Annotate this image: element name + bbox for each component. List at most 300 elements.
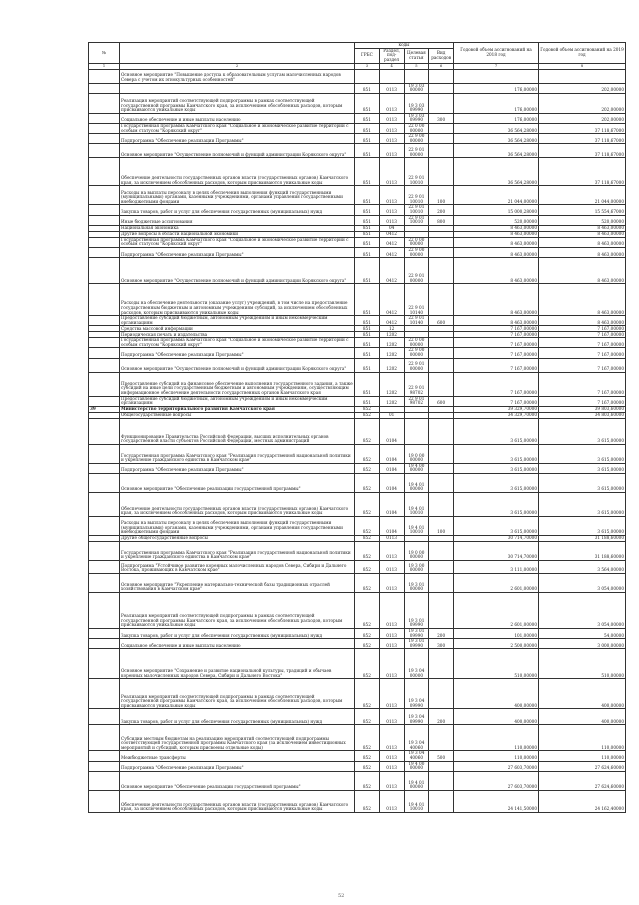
row-number-cell bbox=[89, 574, 120, 593]
table-row bbox=[89, 205, 626, 215]
row-expense-type-cell: 300 bbox=[429, 639, 454, 649]
row-expense-type-cell bbox=[429, 123, 454, 133]
row-section-cell: 0113 bbox=[379, 751, 404, 761]
row-expense-type-cell bbox=[429, 372, 454, 396]
header-section: Раздел, под-раздел bbox=[379, 48, 404, 63]
header-target-article: Целевая статья bbox=[404, 48, 429, 63]
row-expense-type-cell bbox=[429, 463, 454, 473]
row-target-article-cell: 22 9 01 10010 bbox=[404, 215, 429, 225]
table-row bbox=[89, 158, 626, 186]
row-name-cell: Государственная программа Камчатского края "Социальное и экономическое развитие территории с особым статусом "Корякский округ" bbox=[120, 338, 355, 348]
table-row bbox=[89, 247, 626, 257]
row-number-cell bbox=[89, 517, 120, 536]
row-name-cell: Министерство территориального развития Камчатского края bbox=[120, 406, 355, 412]
row-number-cell bbox=[89, 751, 120, 761]
row-target-article-cell: 19 3 03 09990 bbox=[404, 113, 429, 123]
row-grbs-cell: 852 bbox=[355, 709, 380, 725]
row-expense-type-cell bbox=[429, 574, 454, 593]
row-number-cell bbox=[89, 93, 120, 113]
row-target-article-cell: 19 4 01 00000 bbox=[404, 474, 429, 493]
header-volume-2018: Годовой объем ассигнований на 2018 год bbox=[454, 43, 539, 64]
table-row bbox=[89, 574, 626, 593]
row-number-cell bbox=[89, 134, 120, 144]
row-volume-2018-cell: 24 141,50000 bbox=[454, 790, 539, 812]
row-target-article-cell: 19 4 00 00000 bbox=[404, 463, 429, 473]
row-volume-2019-cell: 510,00000 bbox=[539, 649, 626, 679]
row-target-article-cell: 19 3 01 09990 bbox=[404, 639, 429, 649]
row-volume-2019-cell: 34 803,60000 bbox=[539, 412, 626, 418]
row-volume-2018-cell bbox=[454, 69, 539, 83]
row-section-cell: 1202 bbox=[379, 332, 404, 338]
row-name-cell: Обеспечение деятельности государственных органов власти (государственных органов) Камчатского края, за исключением обособленных расходов, которым присваиваются уникальные коды bbox=[120, 493, 355, 517]
row-target-article-cell: 22 9 01 10140 bbox=[404, 316, 429, 326]
row-volume-2019-cell: 7 167,00000 bbox=[539, 358, 626, 372]
row-name-cell: Реализация мероприятий соответствующей подпрограммы в рамках соответствующей государственной программы Камчатского края, за исключением обособленных расходов, которым присваиваются уникальные коды bbox=[120, 593, 355, 629]
row-number-cell bbox=[89, 725, 120, 751]
page-number: 52 bbox=[338, 893, 345, 899]
row-target-article-cell: 22 9 01 10010 bbox=[404, 186, 429, 205]
row-expense-type-cell: 600 bbox=[429, 396, 454, 406]
row-volume-2018-cell: 7 167,00000 bbox=[454, 372, 539, 396]
row-name-cell bbox=[120, 83, 355, 93]
header-codes: коды bbox=[355, 43, 454, 49]
row-name-cell: Иные бюджетные ассигнования bbox=[120, 215, 355, 225]
row-number-cell: 39 bbox=[89, 406, 120, 412]
row-number-cell bbox=[89, 215, 120, 225]
row-expense-type-cell bbox=[429, 649, 454, 679]
row-grbs-cell: 851 bbox=[355, 338, 380, 348]
row-name-cell: Периодическая печать и издательства bbox=[120, 332, 355, 338]
row-section-cell: 1202 bbox=[379, 348, 404, 358]
row-grbs-cell: 851 bbox=[355, 134, 380, 144]
row-volume-2019-cell: 8 463,00000 bbox=[539, 258, 626, 284]
row-section-cell: 0412 bbox=[379, 258, 404, 284]
row-grbs-cell: 852 bbox=[355, 649, 380, 679]
row-volume-2019-cell: 8 463,00000 bbox=[539, 225, 626, 231]
row-expense-type-cell bbox=[429, 679, 454, 709]
row-name-cell: Закупка товаров, работ и услуг для обеспечения государственных (муниципальных) нужд bbox=[120, 709, 355, 725]
row-expense-type-cell: 800 bbox=[429, 215, 454, 225]
row-grbs-cell: 851 bbox=[355, 215, 380, 225]
row-section-cell: 0113 bbox=[379, 123, 404, 133]
row-name-cell: Основное мероприятие "Повышение доступа к образовательным услугам малочисленных народов Севера с учетом их этнокультурных особенностей" bbox=[120, 69, 355, 83]
row-grbs-cell: 851 bbox=[355, 237, 380, 247]
header-col-num: 5 bbox=[404, 63, 429, 69]
row-grbs-cell: 851 bbox=[355, 284, 380, 316]
row-name-cell: Обеспечение деятельности государственных органов власти (государственных органов) Камчатского края, за исключением обособленных расходов, которым присваиваются уникальные коды bbox=[120, 158, 355, 186]
row-volume-2018-cell: 110,00000 bbox=[454, 725, 539, 751]
row-expense-type-cell bbox=[429, 338, 454, 348]
row-target-article-cell: 19 4 00 00000 bbox=[404, 761, 429, 771]
row-volume-2018-cell: 7 167,00000 bbox=[454, 338, 539, 348]
row-section-cell: 0113 bbox=[379, 83, 404, 93]
row-section-cell: 0113 bbox=[379, 771, 404, 790]
row-target-article-cell: 22 9 01 00000 bbox=[404, 358, 429, 372]
row-volume-2019-cell: 39 803,60000 bbox=[539, 406, 626, 412]
header-volume-2019: Годовой объем ассигнований на 2019 год bbox=[539, 43, 626, 64]
row-section-cell: 0113 bbox=[379, 186, 404, 205]
row-target-article-cell: 19 3 03 00000 bbox=[404, 83, 429, 93]
row-grbs-cell: 851 bbox=[355, 326, 380, 332]
row-grbs-cell: 852 bbox=[355, 761, 380, 771]
row-volume-2019-cell: 202,00000 bbox=[539, 93, 626, 113]
row-expense-type-cell: 200 bbox=[429, 709, 454, 725]
table-row bbox=[89, 338, 626, 348]
row-expense-type-cell bbox=[429, 284, 454, 316]
row-section-cell: 0412 bbox=[379, 237, 404, 247]
table-row bbox=[89, 790, 626, 812]
row-name-cell: Основное мероприятие "Обеспечение реализации государственной программы" bbox=[120, 474, 355, 493]
row-expense-type-cell bbox=[429, 725, 454, 751]
row-volume-2019-cell: 31 188,60000 bbox=[539, 542, 626, 561]
row-volume-2018-cell: 7 167,00000 bbox=[454, 326, 539, 332]
row-section-cell: 0113 bbox=[379, 542, 404, 561]
row-volume-2019-cell: 3 615,00000 bbox=[539, 493, 626, 517]
row-name-cell: Основное мероприятие "Осуществление полномочий и функций администрации Корякского округа" bbox=[120, 258, 355, 284]
row-volume-2019-cell: 37 118,67000 bbox=[539, 144, 626, 158]
row-name-cell: Социальное обеспечение и иные выплаты населению bbox=[120, 639, 355, 649]
row-grbs-cell: 852 bbox=[355, 725, 380, 751]
row-section-cell: 01 bbox=[379, 412, 404, 418]
row-volume-2019-cell: 3 054,00000 bbox=[539, 593, 626, 629]
row-volume-2018-cell: 510,00000 bbox=[454, 649, 539, 679]
row-grbs-cell: 851 bbox=[355, 258, 380, 284]
row-grbs-cell: 851 bbox=[355, 205, 380, 215]
row-volume-2018-cell: 8 463,00000 bbox=[454, 225, 539, 231]
document-sheet bbox=[88, 42, 626, 813]
row-number-cell bbox=[89, 629, 120, 639]
row-section-cell: 0113 bbox=[379, 134, 404, 144]
row-grbs-cell: 852 bbox=[355, 639, 380, 649]
row-expense-type-cell bbox=[429, 444, 454, 463]
table-row bbox=[89, 709, 626, 725]
row-target-article-cell bbox=[404, 418, 429, 444]
row-number-cell bbox=[89, 338, 120, 348]
row-volume-2018-cell: 27 603,70000 bbox=[454, 771, 539, 790]
row-grbs-cell: 851 bbox=[355, 332, 380, 338]
row-name-cell: Государственная программа Камчатского края "Социальное и экономическое развитие территории с особым статусом "Корякский округ" bbox=[120, 237, 355, 247]
row-name-cell: Подпрограмма "Обеспечение реализации Программы" bbox=[120, 247, 355, 257]
row-volume-2018-cell: 2 601,00000 bbox=[454, 593, 539, 629]
row-volume-2018-cell: 30 714,70000 bbox=[454, 536, 539, 542]
row-number-cell bbox=[89, 144, 120, 158]
row-grbs-cell: 851 bbox=[355, 316, 380, 326]
row-section-cell: 0104 bbox=[379, 517, 404, 536]
table-row bbox=[89, 123, 626, 133]
row-section-cell: 0113 bbox=[379, 593, 404, 629]
row-target-article-cell: 19 3 03 09990 bbox=[404, 93, 429, 113]
table-row bbox=[89, 418, 626, 444]
row-number-cell bbox=[89, 493, 120, 517]
row-target-article-cell: 19 0 00 00000 bbox=[404, 444, 429, 463]
row-section-cell: 0412 bbox=[379, 316, 404, 326]
row-volume-2019-cell: 110,00000 bbox=[539, 725, 626, 751]
row-section-cell: 0412 bbox=[379, 231, 404, 237]
row-expense-type-cell bbox=[429, 93, 454, 113]
row-grbs-cell: 852 bbox=[355, 444, 380, 463]
row-volume-2018-cell: 520,00000 bbox=[454, 215, 539, 225]
row-target-article-cell: 22 9 01 98702 bbox=[404, 372, 429, 396]
row-expense-type-cell bbox=[429, 247, 454, 257]
table-row bbox=[89, 593, 626, 629]
row-section-cell: 04 bbox=[379, 225, 404, 231]
row-target-article-cell: 22 9 01 10010 bbox=[404, 205, 429, 215]
row-volume-2018-cell: 3 615,00000 bbox=[454, 517, 539, 536]
row-expense-type-cell bbox=[429, 761, 454, 771]
row-target-article-cell: 22 9 01 10010 bbox=[404, 158, 429, 186]
row-volume-2019-cell: 54,00000 bbox=[539, 629, 626, 639]
row-expense-type-cell: 600 bbox=[429, 316, 454, 326]
table-row bbox=[89, 372, 626, 396]
row-grbs-cell: 852 bbox=[355, 493, 380, 517]
row-number-cell bbox=[89, 186, 120, 205]
row-section-cell: 0113 bbox=[379, 725, 404, 751]
row-grbs-cell: 851 bbox=[355, 113, 380, 123]
row-volume-2018-cell: 8 463,00000 bbox=[454, 284, 539, 316]
row-section-cell: 12 bbox=[379, 326, 404, 332]
row-target-article-cell: 22 9 01 10140 bbox=[404, 284, 429, 316]
row-grbs-cell: 852 bbox=[355, 474, 380, 493]
row-grbs-cell: 852 bbox=[355, 629, 380, 639]
table-row bbox=[89, 517, 626, 536]
header-col-num: 1 bbox=[89, 63, 120, 69]
row-volume-2018-cell: 34 329,70000 bbox=[454, 412, 539, 418]
row-volume-2019-cell: 3 000,00000 bbox=[539, 639, 626, 649]
row-name-cell: Предоставление субсидий бюджетным, автономным учреждениям и иным некоммерческим организациям bbox=[120, 396, 355, 406]
row-volume-2019-cell: 400,00000 bbox=[539, 679, 626, 709]
row-name-cell: Национальная экономика bbox=[120, 225, 355, 231]
row-volume-2018-cell: 176,00000 bbox=[454, 93, 539, 113]
row-name-cell: Другие вопросы в области национальной экономики bbox=[120, 231, 355, 237]
row-name-cell: Основное мероприятие "Укрепление материально-технической базы традиционных отраслей хозяйствования в Камчатском крае" bbox=[120, 574, 355, 593]
table-row bbox=[89, 215, 626, 225]
row-number-cell bbox=[89, 639, 120, 649]
row-volume-2018-cell: 27 603,70000 bbox=[454, 761, 539, 771]
row-expense-type-cell bbox=[429, 258, 454, 284]
row-expense-type-cell: 300 bbox=[429, 113, 454, 123]
row-section-cell: 0113 bbox=[379, 144, 404, 158]
row-number-cell bbox=[89, 113, 120, 123]
row-volume-2019-cell: 7 167,00000 bbox=[539, 338, 626, 348]
row-target-article-cell: 19 3 01 09990 bbox=[404, 629, 429, 639]
row-grbs-cell: 852 bbox=[355, 679, 380, 709]
row-section-cell: 0113 bbox=[379, 761, 404, 771]
row-volume-2019-cell: 7 167,00000 bbox=[539, 372, 626, 396]
row-expense-type-cell: 100 bbox=[429, 186, 454, 205]
table-row bbox=[89, 629, 626, 639]
row-expense-type-cell bbox=[429, 237, 454, 247]
row-target-article-cell: 19 4 01 10010 bbox=[404, 493, 429, 517]
row-name-cell: Закупка товаров, работ и услуг для обеспечения государственных (муниципальных) нужд bbox=[120, 205, 355, 215]
row-volume-2019-cell: 24 162,40000 bbox=[539, 790, 626, 812]
row-expense-type-cell bbox=[429, 134, 454, 144]
row-number-cell bbox=[89, 709, 120, 725]
row-number-cell bbox=[89, 444, 120, 463]
row-section-cell: 0113 bbox=[379, 679, 404, 709]
row-name-cell: Подпрограмма "Устойчивое развитие коренных малочисленных народов Севера, Сибири и Дальнего Востока, проживающих в Камчатском крае" bbox=[120, 561, 355, 574]
table-row bbox=[89, 237, 626, 247]
row-volume-2018-cell: 3 615,00000 bbox=[454, 493, 539, 517]
row-grbs-cell: 852 bbox=[355, 418, 380, 444]
row-name-cell: Реализация мероприятий соответствующей подпрограммы в рамках соответствующей государственной программы Камчатского края, за исключением обособленных расходов, которым присваиваются уникальные коды bbox=[120, 679, 355, 709]
row-grbs-cell: 851 bbox=[355, 144, 380, 158]
table-row bbox=[89, 771, 626, 790]
row-grbs-cell: 851 bbox=[355, 123, 380, 133]
row-expense-type-cell bbox=[429, 542, 454, 561]
row-name-cell: Подпрограмма "Обеспечение реализации Программы" bbox=[120, 348, 355, 358]
row-number-cell bbox=[89, 316, 120, 326]
row-volume-2019-cell: 8 463,00000 bbox=[539, 231, 626, 237]
table-row bbox=[89, 444, 626, 463]
row-number-cell bbox=[89, 771, 120, 790]
row-expense-type-cell bbox=[429, 69, 454, 83]
row-expense-type-cell bbox=[429, 158, 454, 186]
row-grbs-cell: 852 bbox=[355, 771, 380, 790]
row-target-article-cell: 19 0 00 00000 bbox=[404, 542, 429, 561]
row-grbs-cell: 851 bbox=[355, 358, 380, 372]
row-volume-2019-cell: 110,00000 bbox=[539, 751, 626, 761]
row-volume-2019-cell: 7 167,00000 bbox=[539, 348, 626, 358]
row-target-article-cell: 19 3 04 00000 bbox=[404, 649, 429, 679]
row-section-cell: 0104 bbox=[379, 474, 404, 493]
row-name-cell: Расходы на выплаты персоналу в целях обеспечения выполнения функций государственными (муниципальными) органами, казенными учреждениями, органами управления государственными внебюджетными фондами bbox=[120, 186, 355, 205]
row-volume-2018-cell: 7 167,00000 bbox=[454, 358, 539, 372]
row-section-cell: 0113 bbox=[379, 536, 404, 542]
row-target-article-cell: 19 3 04 40060 bbox=[404, 725, 429, 751]
header-col-num: 7 bbox=[454, 63, 539, 69]
row-name-cell: Предоставление субсидий на финансовое обеспечение выполнения государственного задания, а также субсидий на иные цели государственным бюджетным и автономным учреждениям, осуществляющим информационное обеспечение деятельности государственных органов Камчатского края bbox=[120, 372, 355, 396]
row-section-cell: 0113 bbox=[379, 639, 404, 649]
row-number-cell bbox=[89, 237, 120, 247]
table-row bbox=[89, 761, 626, 771]
row-volume-2019-cell: 8 463,00000 bbox=[539, 316, 626, 326]
row-name-cell: Государственная программа Камчатского края "Реализация государственной национальной политики и укрепление гражданского единства в Камчатском крае" bbox=[120, 542, 355, 561]
row-grbs-cell: 852 bbox=[355, 406, 380, 412]
row-volume-2019-cell: 15 554,67000 bbox=[539, 205, 626, 215]
row-volume-2018-cell: 3 615,00000 bbox=[454, 418, 539, 444]
row-volume-2018-cell: 15 000,28000 bbox=[454, 205, 539, 215]
row-volume-2018-cell: 36 564,28000 bbox=[454, 144, 539, 158]
row-name-cell: Основное мероприятие "Осуществление полномочий и функций администрации Корякского округа" bbox=[120, 144, 355, 158]
row-section-cell: 0412 bbox=[379, 284, 404, 316]
row-grbs-cell: 852 bbox=[355, 517, 380, 536]
row-name-cell: Расходы на обеспечение деятельности (оказание услуг) учреждений, в том числе на предоставление государственным бюджетным и автономным учреждениям субсидий, за исключением обособленных расходов, которым присваиваются уникальные коды bbox=[120, 284, 355, 316]
row-volume-2018-cell: 400,00000 bbox=[454, 709, 539, 725]
row-number-cell bbox=[89, 247, 120, 257]
row-name-cell: Основное мероприятие "Сохранение и развитие национальной культуры, традиций и обычаев коренных малочисленных народов Севера, Сибири и Дальнего Востока" bbox=[120, 649, 355, 679]
row-section-cell: 1202 bbox=[379, 372, 404, 396]
row-volume-2018-cell: 8 463,00000 bbox=[454, 247, 539, 257]
row-section-cell: 0113 bbox=[379, 629, 404, 639]
row-grbs-cell: 852 bbox=[355, 751, 380, 761]
row-name-cell: Закупка товаров, работ и услуг для обеспечения государственных (муниципальных) нужд bbox=[120, 629, 355, 639]
row-grbs-cell: 852 bbox=[355, 593, 380, 629]
row-name-cell: Социальное обеспечение и иные выплаты населению bbox=[120, 113, 355, 123]
row-expense-type-cell bbox=[429, 561, 454, 574]
row-name-cell: Подпрограмма "Обеспечение реализации Программы" bbox=[120, 134, 355, 144]
row-grbs-cell: 852 bbox=[355, 536, 380, 542]
row-grbs-cell: 852 bbox=[355, 412, 380, 418]
row-target-article-cell: 22 9 00 00000 bbox=[404, 134, 429, 144]
table-row bbox=[89, 358, 626, 372]
table-row bbox=[89, 474, 626, 493]
row-grbs-cell: 851 bbox=[355, 348, 380, 358]
header-number: № bbox=[89, 43, 120, 64]
table-row bbox=[89, 186, 626, 205]
row-expense-type-cell bbox=[429, 358, 454, 372]
table-row bbox=[89, 649, 626, 679]
row-grbs-cell: 851 bbox=[355, 231, 380, 237]
row-name-cell: Подпрограмма "Обеспечение реализации Программы" bbox=[120, 761, 355, 771]
row-name-cell: Другие общегосударственные вопросы bbox=[120, 536, 355, 542]
row-volume-2019-cell: 3 615,00000 bbox=[539, 444, 626, 463]
table-row bbox=[89, 113, 626, 123]
row-section-cell: 0113 bbox=[379, 93, 404, 113]
row-grbs-cell: 851 bbox=[355, 186, 380, 205]
row-volume-2019-cell: 21 044,00000 bbox=[539, 186, 626, 205]
row-volume-2019-cell: 3 615,00000 bbox=[539, 474, 626, 493]
row-expense-type-cell bbox=[429, 493, 454, 517]
row-volume-2019-cell: 27 624,60000 bbox=[539, 761, 626, 771]
row-grbs-cell: 852 bbox=[355, 561, 380, 574]
table-body bbox=[89, 69, 626, 812]
row-number-cell bbox=[89, 258, 120, 284]
row-volume-2019-cell: 202,00000 bbox=[539, 113, 626, 123]
row-volume-2019-cell: 202,00000 bbox=[539, 83, 626, 93]
header-name bbox=[120, 43, 355, 64]
header-expense-type: Вид расходов bbox=[429, 48, 454, 63]
row-name-cell: Функционирование Правительства Российской Федерации, высших исполнительных органов государственной власти субъектов Российской Федерации, местных администраций bbox=[120, 418, 355, 444]
row-target-article-cell: 22 9 01 00000 bbox=[404, 258, 429, 284]
row-name-cell: Подпрограмма "Обеспечение реализации Программы" bbox=[120, 463, 355, 473]
row-section-cell: 0113 bbox=[379, 574, 404, 593]
table-header bbox=[89, 43, 626, 70]
row-volume-2018-cell: 8 463,00000 bbox=[454, 258, 539, 284]
row-volume-2019-cell: 3 564,00000 bbox=[539, 561, 626, 574]
row-section-cell: 0412 bbox=[379, 247, 404, 257]
row-grbs-cell: 852 bbox=[355, 542, 380, 561]
row-section-cell bbox=[379, 69, 404, 83]
row-section-cell: 1202 bbox=[379, 338, 404, 348]
row-grbs-cell: 851 bbox=[355, 225, 380, 231]
row-section-cell: 0113 bbox=[379, 205, 404, 215]
row-volume-2018-cell: 176,00000 bbox=[454, 83, 539, 93]
table-row bbox=[89, 725, 626, 751]
row-target-article-cell: 19 4 01 10010 bbox=[404, 517, 429, 536]
row-target-article-cell: 22 0 00 00000 bbox=[404, 123, 429, 133]
header-col-num: 3 bbox=[355, 63, 380, 69]
row-volume-2018-cell: 2 500,00000 bbox=[454, 639, 539, 649]
row-volume-2018-cell: 101,00000 bbox=[454, 629, 539, 639]
row-volume-2018-cell: 21 044,00000 bbox=[454, 186, 539, 205]
row-target-article-cell: 19 4 01 10010 bbox=[404, 790, 429, 812]
row-volume-2018-cell: 7 167,00000 bbox=[454, 348, 539, 358]
row-volume-2019-cell: 3 615,00000 bbox=[539, 418, 626, 444]
row-volume-2019-cell: 520,00000 bbox=[539, 215, 626, 225]
row-volume-2018-cell: 110,00000 bbox=[454, 751, 539, 761]
row-volume-2019-cell bbox=[539, 69, 626, 83]
table-row bbox=[89, 561, 626, 574]
row-grbs-cell bbox=[355, 69, 380, 83]
row-expense-type-cell bbox=[429, 348, 454, 358]
row-section-cell: 1202 bbox=[379, 358, 404, 372]
row-name-cell: Субсидии местным бюджетам на реализацию мероприятий соответствующей подпрограммы соответствующей государственной программы Камчатского края (за исключением инвестиционных мероприятий и субсидий, которым присвоены отдельные коды) bbox=[120, 725, 355, 751]
row-number-cell bbox=[89, 83, 120, 93]
row-name-cell: Государственная программа Камчатского края "Реализация государственной национальной политики и укрепление гражданского единства в Камчатском крае" bbox=[120, 444, 355, 463]
table-row bbox=[89, 93, 626, 113]
table-row bbox=[89, 83, 626, 93]
row-volume-2019-cell: 8 463,00000 bbox=[539, 284, 626, 316]
